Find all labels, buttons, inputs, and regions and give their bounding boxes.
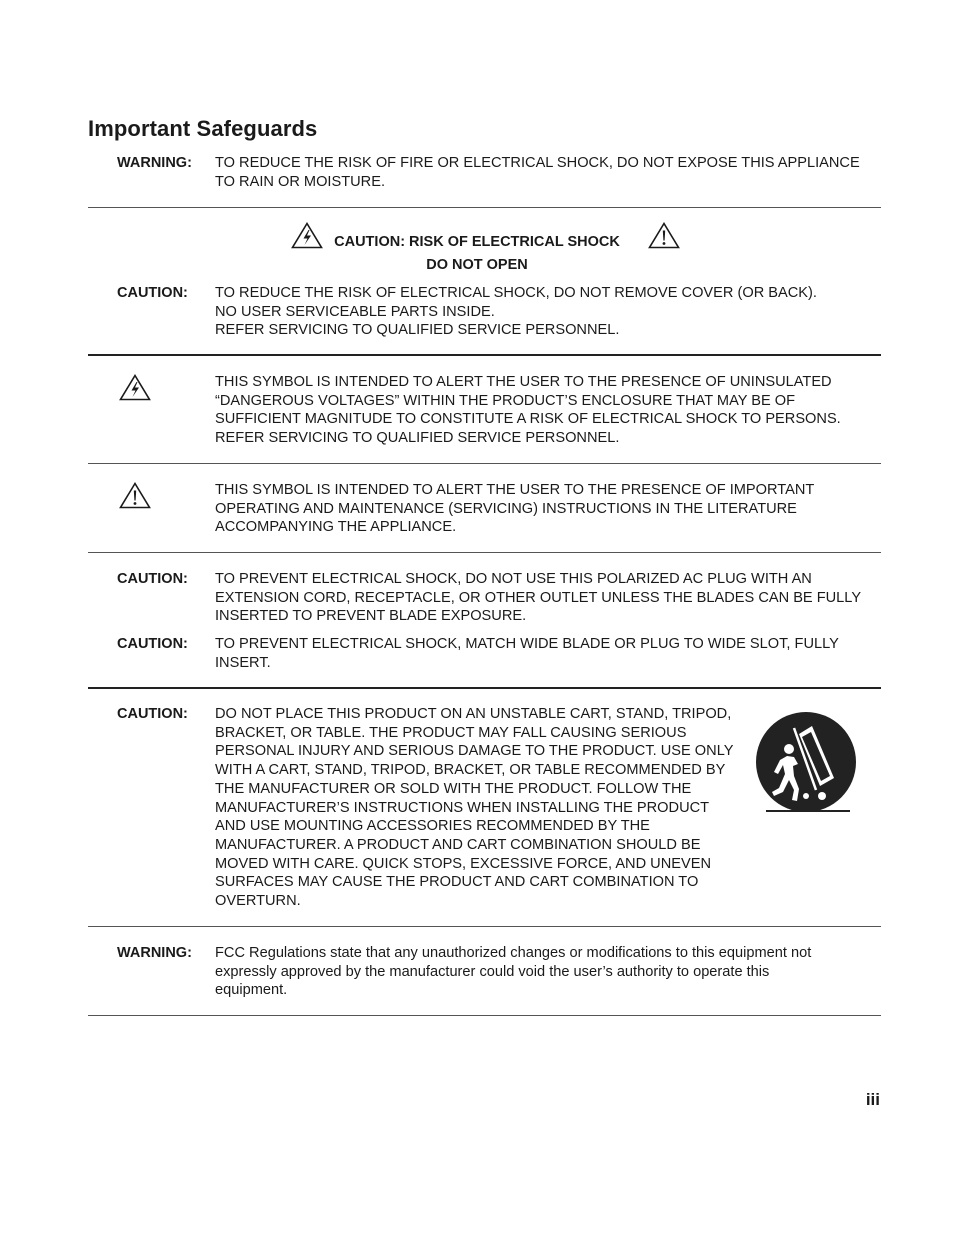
caution-header-line1: CAUTION: RISK OF ELECTRICAL SHOCK <box>334 234 620 250</box>
lightning-symbol-text <box>215 373 865 448</box>
text-line: SURFACES MAY CAUSE THE PRODUCT AND CART COMBINATION TO <box>215 874 699 891</box>
text-line: TO PREVENT ELECTRICAL SHOCK, MATCH WIDE BLADE OR PLUG TO WIDE SLOT, FULLY <box>215 636 839 652</box>
fcc-warning-text <box>215 944 865 1000</box>
text-line: TO REDUCE THE RISK OF ELECTRICAL SHOCK, DO NOT REMOVE COVER (OR BACK). <box>215 285 817 301</box>
text-line: WITH A CART, STAND, TRIPOD, BRACKET, OR TABLE RECOMMENDED BY <box>215 762 726 779</box>
divider <box>88 207 881 208</box>
exclamation-triangle-icon <box>119 482 151 509</box>
text-line: THIS SYMBOL IS INTENDED TO ALERT THE USER TO THE PRESENCE OF IMPORTANT <box>215 482 815 498</box>
text-line: “DANGEROUS VOLTAGES” WITHIN THE PRODUCT’S ENCLOSURE THAT MAY BE OF <box>215 392 796 409</box>
divider <box>88 687 881 689</box>
text-line: OVERTURN. <box>215 893 301 910</box>
text-line: THIS SYMBOL IS INTENDED TO ALERT THE USER TO THE PRESENCE OF UNINSULATED <box>215 374 832 390</box>
text-line: THE MANUFACTURER OR SOLD WITH THE PRODUCT. FOLLOW THE <box>215 780 692 797</box>
warning-label: WARNING: <box>117 155 192 171</box>
page-number: iii <box>865 1090 880 1109</box>
text-line: expressly approved by the manufacturer could void the user’s authority to operate this <box>215 963 770 980</box>
caution-text <box>215 705 755 911</box>
warning-label: WARNING: <box>117 945 192 961</box>
caution-text <box>215 284 865 340</box>
page-title: Important Safeguards <box>88 116 318 141</box>
text-line: MANUFACTURER. A PRODUCT AND CART COMBINATION SHOULD BE <box>215 836 701 853</box>
text-line: OPERATING AND MAINTENANCE (SERVICING) INSTRUCTIONS IN THE LITERATURE <box>215 500 797 517</box>
caution-text <box>215 570 865 626</box>
divider <box>88 354 881 356</box>
divider <box>88 926 881 927</box>
text-line: REFER SERVICING TO QUALIFIED SERVICE PERSONNEL. <box>215 322 620 339</box>
cart-tipover-icon <box>754 712 860 816</box>
text-line: FCC Regulations state that any unauthorized changes or modifications to this equipment not <box>215 945 812 961</box>
text-line: PERSONAL INJURY AND SERIOUS DAMAGE TO THE PRODUCT. USE ONLY <box>215 743 734 760</box>
text-line: equipment. <box>215 982 288 999</box>
divider <box>88 1015 881 1016</box>
caution-label: CAUTION: <box>117 706 188 722</box>
text-line: AND USE MOUNTING ACCESSORIES RECOMMENDED BY THE <box>215 818 650 835</box>
text-line: INSERTED TO PREVENT BLADE EXPOSURE. <box>215 608 527 625</box>
warning-text <box>215 154 865 191</box>
text-line: INSERT. <box>215 654 271 671</box>
caution-text <box>215 635 865 672</box>
text-line: MOVED WITH CARE. QUICK STOPS, EXCESSIVE FORCE, AND UNEVEN <box>215 855 712 872</box>
text-line: ACCOMPANYING THE APPLIANCE. <box>215 519 457 536</box>
caution-header-line2: DO NOT OPEN <box>426 257 528 273</box>
text-line: BRACKET, OR TABLE. THE PRODUCT MAY FALL CAUSING SERIOUS <box>215 724 687 741</box>
caution-label: CAUTION: <box>117 571 188 587</box>
text-line: MANUFACTURER’S INSTRUCTIONS WHEN INSTALLING THE PRODUCT <box>215 799 710 816</box>
caution-label: CAUTION: <box>117 636 188 652</box>
divider <box>88 552 881 553</box>
text-line: TO REDUCE THE RISK OF FIRE OR ELECTRICAL SHOCK, DO NOT EXPOSE THIS APPLIANCE <box>215 155 860 171</box>
exclamation-symbol-text <box>215 481 865 537</box>
text-line: DO NOT PLACE THIS PRODUCT ON AN UNSTABLE CART, STAND, TRIPOD, <box>215 706 732 722</box>
divider <box>88 463 881 464</box>
lightning-triangle-icon <box>119 374 151 401</box>
text-line: REFER SERVICING TO QUALIFIED SERVICE PERSONNEL. <box>215 430 620 447</box>
text-line: NO USER SERVICEABLE PARTS INSIDE. <box>215 303 495 320</box>
text-line: TO RAIN OR MOISTURE. <box>215 173 386 190</box>
caution-label: CAUTION: <box>117 285 188 301</box>
text-line: TO PREVENT ELECTRICAL SHOCK, DO NOT USE THIS POLARIZED AC PLUG WITH AN <box>215 571 812 587</box>
text-line: EXTENSION CORD, RECEPTACLE, OR OTHER OUTLET UNLESS THE BLADES CAN BE FULLY <box>215 589 862 606</box>
exclamation-triangle-icon <box>648 222 680 249</box>
text-line: SUFFICIENT MAGNITUDE TO CONSTITUTE A RISK OF ELECTRICAL SHOCK TO PERSONS. <box>215 411 841 428</box>
